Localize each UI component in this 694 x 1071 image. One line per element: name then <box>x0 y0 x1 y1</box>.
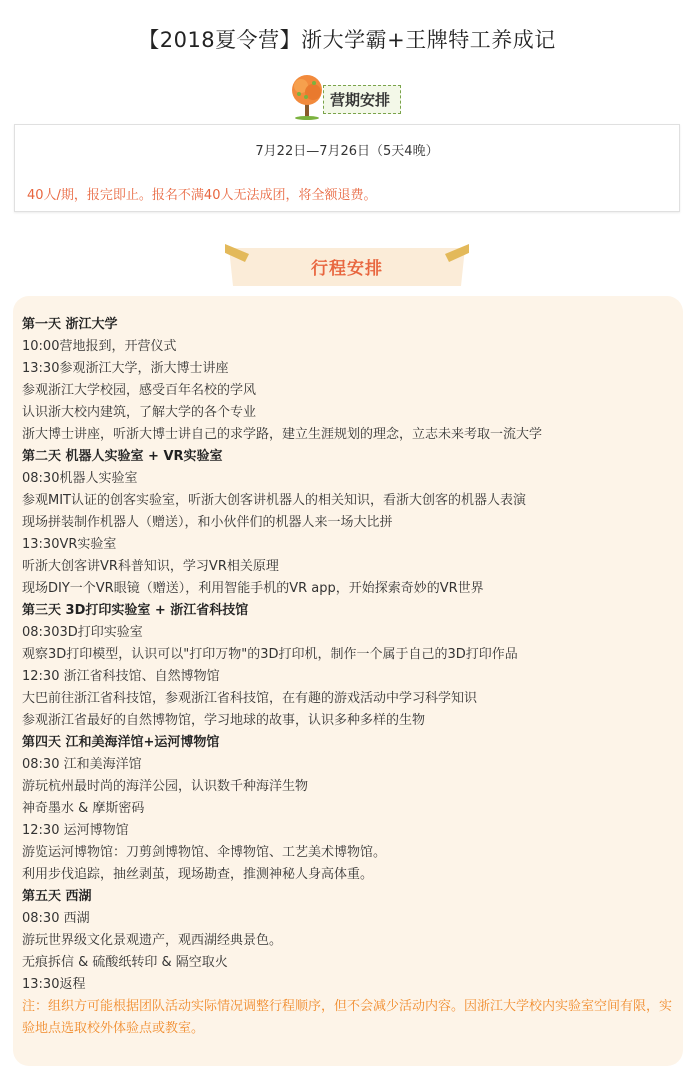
day-heading: 第二天 机器人实验室 + VR实验室 <box>22 449 223 464</box>
itinerary-line: 游玩世界级文化景观遗产，观西湖经典景色。 <box>22 933 283 948</box>
itinerary-list <box>22 314 682 1040</box>
itinerary-line: 大巴前往浙江省科技馆，参观浙江省科技馆，在有趣的游戏活动中学习科学知识 <box>22 691 478 706</box>
itinerary-line: 参观浙江大学校园，感受百年名校的学风 <box>22 383 257 398</box>
itinerary-line: 12:30 浙江省科技馆、自然博物馆 <box>22 669 220 684</box>
itinerary-line: 12:30 运河博物馆 <box>22 823 129 838</box>
itinerary-line: 13:30返程 <box>22 977 86 992</box>
itinerary-line: 08:30机器人实验室 <box>22 471 138 486</box>
itinerary-line: 08:30 西湖 <box>22 911 90 926</box>
itinerary-line: 游览运河博物馆：刀剪剑博物馆、伞博物馆、工艺美术博物馆。 <box>22 845 387 860</box>
page-title: 【2018夏令营】浙大学霸+王牌特工养成记 <box>138 28 556 52</box>
itinerary-line: 08:30 江和美海洋馆 <box>22 757 142 772</box>
camp-section-label: 营期安排 <box>323 85 401 114</box>
itinerary-section-label: 行程安排 <box>311 259 383 279</box>
day-heading: 第五天 西湖 <box>22 889 92 904</box>
itinerary-line: 神奇墨水 & 摩斯密码 <box>22 801 145 816</box>
day-heading: 第四天 江和美海洋馆+运河博物馆 <box>22 735 220 750</box>
itinerary-line: 现场DIY一个VR眼镜（赠送），利用智能手机的VR app，开始探索奇妙的VR世界 <box>22 581 484 596</box>
camp-enrollment-note: 40人/期，报完即止。报名不满40人无法成团，将全额退费。 <box>27 188 377 203</box>
itinerary-line: 13:30VR实验室 <box>22 537 117 552</box>
itinerary-line: 10:00营地报到，开营仪式 <box>22 339 177 354</box>
itinerary-note: 注：组织方可能根据团队活动实际情况调整行程顺序，但不会减少活动内容。因浙江大学校内实验室空间有限，实验地点选取校外体验点或教室。 <box>22 999 673 1036</box>
itinerary-line: 认识浙大校内建筑，了解大学的各个专业 <box>22 405 257 420</box>
itinerary-section-header <box>225 242 469 290</box>
itinerary-line: 观察3D打印模型，认识可以"打印万物"的3D打印机，制作一个属于自己的3D打印作品 <box>22 647 518 662</box>
day-heading: 第三天 3D打印实验室 + 浙江省科技馆 <box>22 603 249 618</box>
itinerary-line: 游玩杭州最时尚的海洋公园，认识数千种海洋生物 <box>22 779 309 794</box>
itinerary-line: 利用步伐追踪，抽丝剥茧，现场勘查，推测神秘人身高体重。 <box>22 867 374 882</box>
day-heading: 第一天 浙江大学 <box>22 317 118 332</box>
itinerary-line: 08:303D打印实验室 <box>22 625 143 640</box>
itinerary-line: 浙大博士讲座，听浙大博士讲自己的求学路，建立生涯规划的理念，立志未来考取一流大学 <box>22 427 543 442</box>
itinerary-line: 参观MIT认证的创客实验室，听浙大创客讲机器人的相关知识，看浙大创客的机器人表演 <box>22 493 526 508</box>
camp-dates: 7月22日—7月26日（5天4晚） <box>255 144 439 159</box>
itinerary-line: 现场拼装制作机器人（赠送），和小伙伴们的机器人来一场大比拼 <box>22 515 393 530</box>
camp-section-header <box>287 72 417 122</box>
camp-info-box <box>14 124 680 212</box>
itinerary-line: 听浙大创客讲VR科普知识，学习VR相关原理 <box>22 559 279 574</box>
tree-icon <box>287 72 327 120</box>
itinerary-line: 13:30参观浙江大学，浙大博士讲座 <box>22 361 229 376</box>
itinerary-line: 参观浙江省最好的自然博物馆，学习地球的故事，认识多种多样的生物 <box>22 713 426 728</box>
itinerary-line: 无痕拆信 & 硫酸纸转印 & 隔空取火 <box>22 955 228 970</box>
